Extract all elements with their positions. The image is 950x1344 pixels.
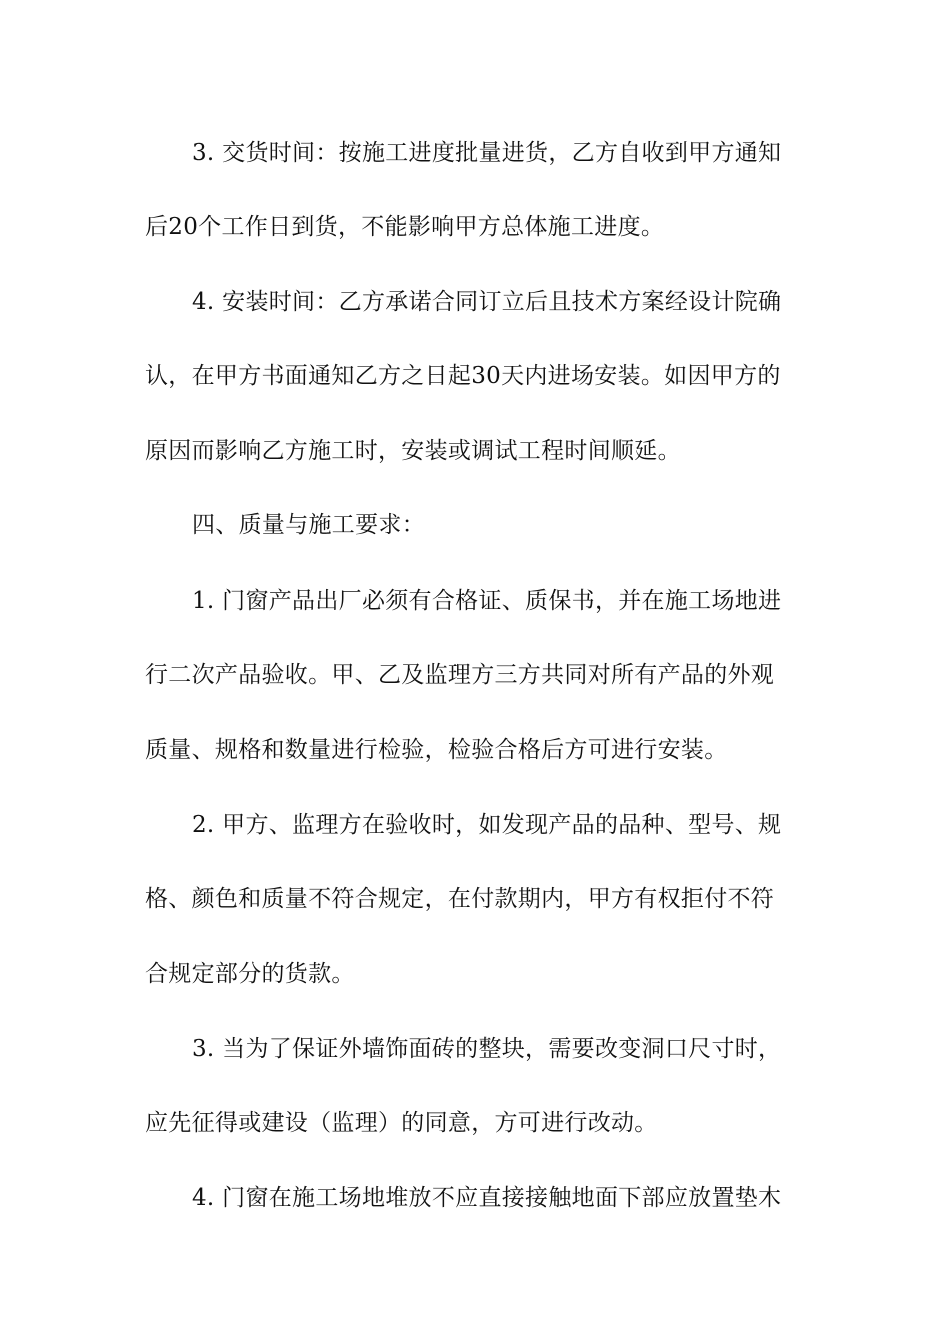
paragraph-line: 后20个工作日到货，不能影响甲方总体施工进度。 <box>145 214 665 240</box>
paragraph-line: 4. 门窗在施工场地堆放不应直接接触地面下部应放置垫木 <box>192 1185 782 1211</box>
paragraph-line: 质量、规格和数量进行检验，检验合格后方可进行安装。 <box>145 737 728 763</box>
paragraph-line: 原因而影响乙方施工时，安装或调试工程时间顺延。 <box>145 438 681 464</box>
paragraph-line: 1. 门窗产品出厂必须有合格证、质保书，并在施工场地进 <box>192 588 782 614</box>
paragraph-line: 格、颜色和质量不符合规定，在付款期内，甲方有权拒付不符 <box>145 886 775 912</box>
paragraph-line: 应先征得或建设（监理）的同意，方可进行改动。 <box>145 1110 658 1136</box>
paragraph-line: 合规定部分的货款。 <box>145 961 355 987</box>
paragraph-line: 认，在甲方书面通知乙方之日起30天内进场安装。如因甲方的 <box>145 363 781 389</box>
section-heading: 四、质量与施工要求： <box>192 512 425 538</box>
paragraph-line: 3. 当为了保证外墙饰面砖的整块，需要改变洞口尺寸时， <box>192 1036 782 1062</box>
paragraph-line: 3. 交货时间：按施工进度批量进货，乙方自收到甲方通知 <box>192 140 782 166</box>
paragraph-line: 行二次产品验收。甲、乙及监理方三方共同对所有产品的外观 <box>145 662 775 688</box>
paragraph-line: 4. 安装时间：乙方承诺合同订立后且技术方案经设计院确 <box>192 289 782 315</box>
paragraph-line: 2. 甲方、监理方在验收时，如发现产品的品种、型号、规 <box>192 812 782 838</box>
